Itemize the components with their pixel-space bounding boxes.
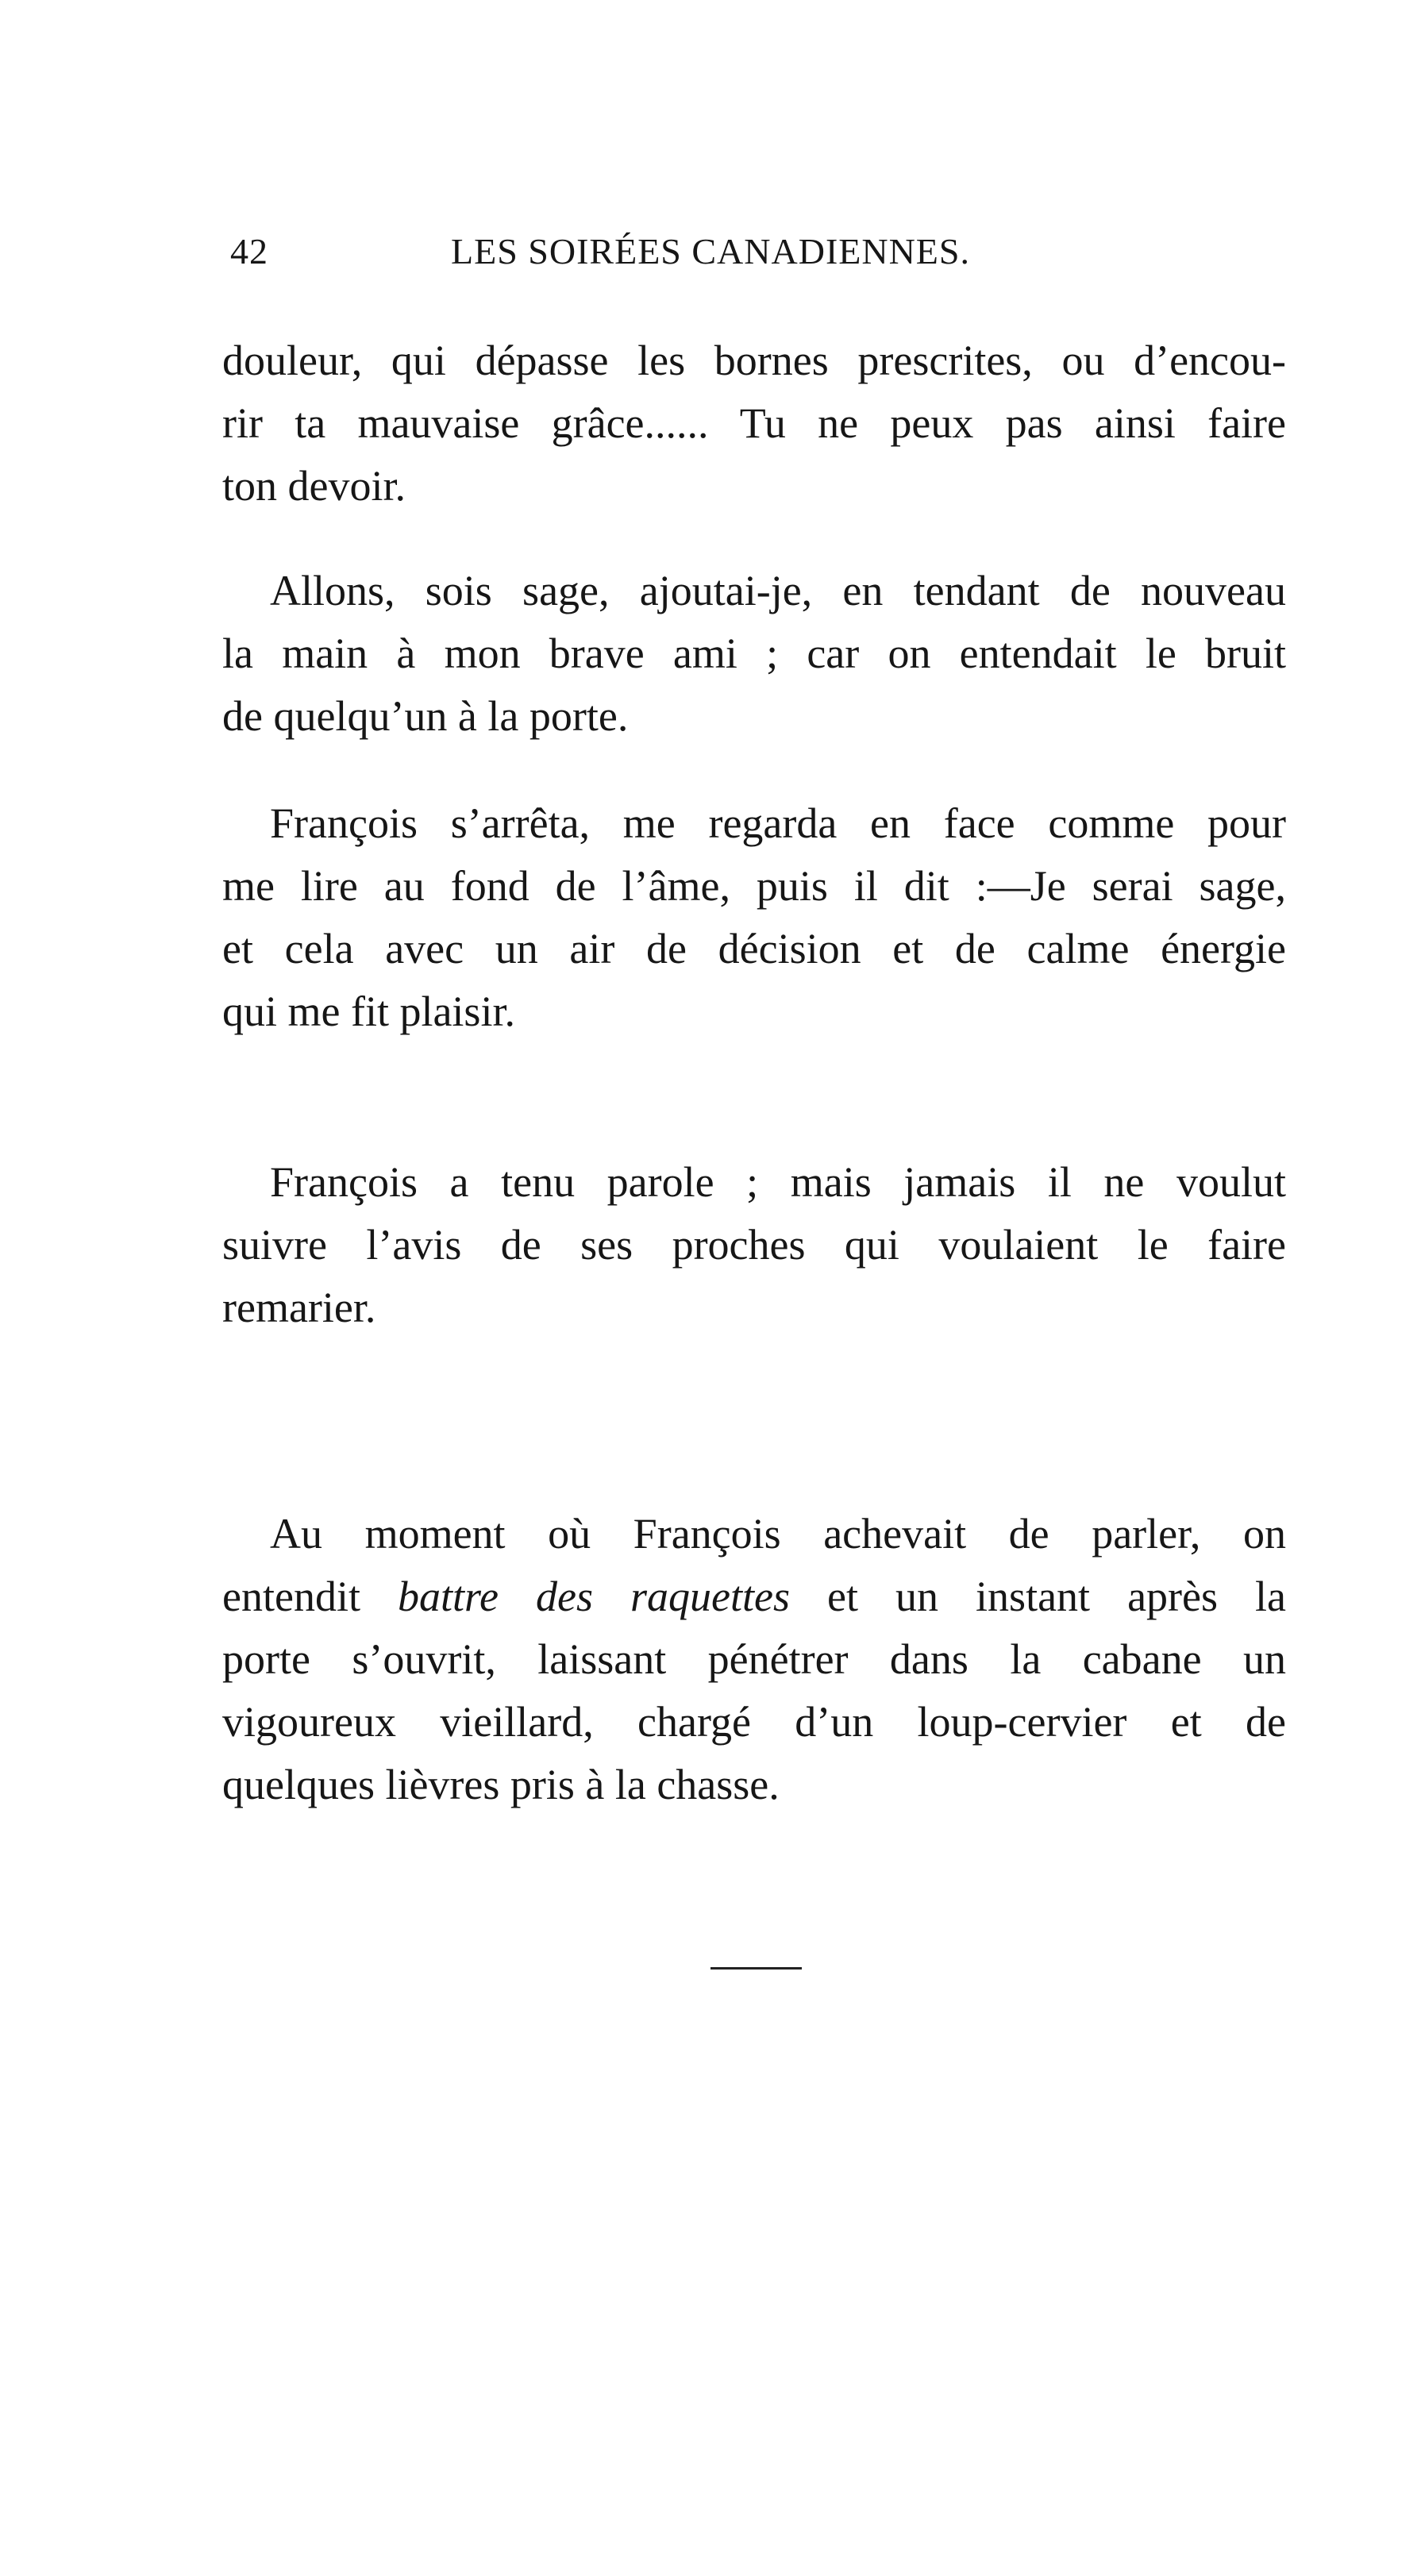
paragraph-continuation xyxy=(222,329,1286,518)
text-line: porte s’ouvrit, laissant pénétrer dans la cabane un xyxy=(222,1635,1286,1683)
section-rule xyxy=(710,1967,802,1970)
running-title: LES SOIRÉES CANADIENNES. xyxy=(451,231,970,271)
paragraph xyxy=(222,1151,1286,1339)
text-span: et un instant après la xyxy=(827,1573,1286,1620)
text-line: la main à mon brave ami ; car on entendait le bruit xyxy=(222,630,1286,677)
text-line: Allons, sois sage, ajoutai-je, en tendant de nouveau xyxy=(270,567,1286,614)
text-line: qui me fit plaisir. xyxy=(222,988,515,1035)
text-line: de quelqu’un à la porte. xyxy=(222,692,629,740)
text-line: rir ta mauvaise grâce...... Tu ne peux pas ainsi faire xyxy=(222,399,1286,447)
page-header xyxy=(230,230,1191,278)
text-line: ton devoir. xyxy=(222,462,406,510)
text-line xyxy=(222,1565,1286,1628)
page-number: 42 xyxy=(230,231,268,271)
paragraph xyxy=(222,560,1286,748)
text-line: quelques lièvres pris à la chasse. xyxy=(222,1761,780,1808)
text-line: remarier. xyxy=(222,1284,376,1331)
paragraph xyxy=(222,792,1286,1043)
paragraph xyxy=(222,1503,1286,1816)
italic-phrase: battre des raquettes xyxy=(397,1573,790,1620)
text-line: François a tenu parole ; mais jamais il ne voulut xyxy=(270,1158,1286,1206)
text-span: entendit xyxy=(222,1573,360,1620)
text-line: et cela avec un air de décision et de calme énergie xyxy=(222,925,1286,972)
text-line: vigoureux vieillard, chargé d’un loup-cervier et de xyxy=(222,1698,1286,1746)
text-line: douleur, qui dépasse les bornes prescrites, ou d’encou- xyxy=(222,337,1286,384)
text-line: Au moment où François achevait de parler, on xyxy=(270,1510,1286,1558)
text-line: suivre l’avis de ses proches qui voulaient le faire xyxy=(222,1221,1286,1269)
text-line: me lire au fond de l’âme, puis il dit :—Je serai sage, xyxy=(222,862,1286,910)
text-line: François s’arrêta, me regarda en face comme pour xyxy=(270,799,1286,847)
